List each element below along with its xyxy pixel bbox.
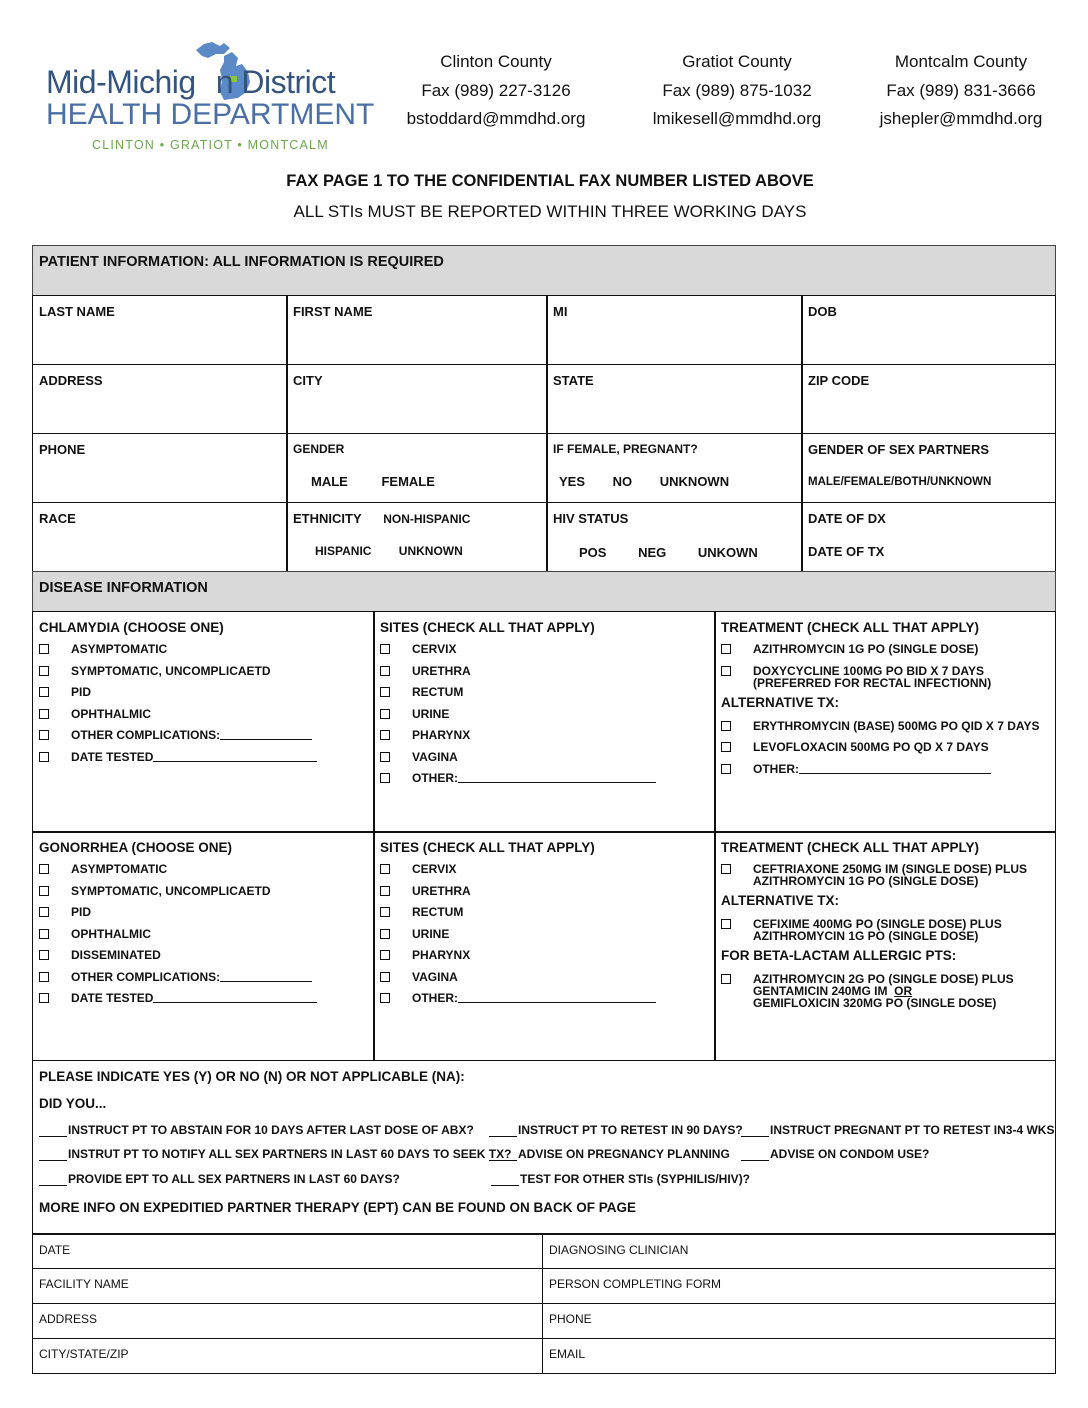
site-option[interactable]: RECTUM [380, 686, 709, 698]
text-blank[interactable] [220, 729, 312, 740]
alternative-tx-title: ALTERNATIVE TX: [721, 893, 839, 908]
gonorrhea-treatment-panel [714, 831, 1056, 1061]
checkbox-icon[interactable] [721, 864, 731, 874]
checkbox-icon[interactable] [721, 644, 731, 654]
zip-field[interactable] [801, 364, 1056, 434]
text-blank[interactable] [799, 763, 991, 774]
date-of-dx-field[interactable]: DATE OF DX [808, 511, 886, 526]
county-gratiot [640, 48, 834, 134]
checkbox-icon[interactable] [39, 752, 49, 762]
mmdhd-logo [46, 42, 380, 158]
site-option[interactable]: URETHRA [380, 885, 709, 897]
checkbox-icon[interactable] [721, 721, 731, 731]
ethnicity-option-unknown[interactable]: UNKNOWN [398, 544, 463, 558]
pregnant-option-no[interactable]: NO [612, 474, 633, 489]
page-subtitle: ALL STIs MUST BE REPORTED WITHIN THREE WORKING DAYS [293, 202, 807, 221]
text-blank[interactable] [458, 772, 656, 783]
chlamydia-sites-panel [373, 611, 716, 833]
text-blank[interactable] [458, 992, 656, 1003]
field-label: LAST NAME [39, 304, 115, 319]
checkbox-icon[interactable] [380, 993, 390, 1003]
ethnicity-option-hispanic[interactable]: HISPANIC [315, 544, 372, 558]
race-field[interactable] [32, 502, 288, 572]
provider-info-table [32, 1234, 1056, 1374]
checkbox-icon[interactable] [39, 929, 49, 939]
diagnosing-clinician-field[interactable]: DIAGNOSING CLINICIAN [549, 1243, 689, 1257]
facility-address-field[interactable]: ADDRESS [33, 1304, 543, 1338]
checkbox-icon[interactable] [721, 742, 731, 752]
did-you-label: DID YOU... [39, 1096, 107, 1111]
site-option[interactable]: CERVIX [380, 863, 709, 875]
patient-section-header: PATIENT INFORMATION: ALL INFORMATION IS REQUIRED [32, 245, 1056, 296]
treatment-option[interactable]: DOXYCYCLINE 100MG PO BID X 7 DAYS (PREFERRED FOR RECTAL INFECTIONN) [721, 665, 1049, 689]
pregnant-field [546, 433, 803, 503]
hiv-status-field [546, 502, 803, 572]
field-label: PHONE [39, 442, 86, 457]
gender-option-male[interactable]: MALE [311, 474, 348, 489]
checkbox-icon[interactable] [380, 752, 390, 762]
checkbox-icon[interactable] [380, 972, 390, 982]
mi-field[interactable] [546, 295, 803, 365]
site-option[interactable]: URINE [380, 928, 709, 940]
disease-section-header: DISEASE INFORMATION [32, 571, 1056, 612]
counseling-section [32, 1060, 1056, 1234]
gender-field [286, 433, 548, 503]
sites-title: SITES (CHECK ALL THAT APPLY) [380, 620, 595, 635]
gonorrhea-option[interactable]: PID [39, 906, 368, 918]
person-completing-form-field[interactable]: PERSON COMPLETING FORM [549, 1277, 722, 1291]
date-of-tx-field[interactable]: DATE OF TX [808, 544, 885, 559]
city-state-zip-field[interactable]: CITY/STATE/ZIP [33, 1339, 543, 1373]
treatment-option[interactable]: ERYTHROMYCIN (BASE) 500MG PO QID X 7 DAYS [721, 720, 1049, 732]
chlamydia-option[interactable]: OPHTHALMIC [39, 708, 368, 720]
question-provide-ept[interactable]: PROVIDE EPT TO ALL SEX PARTNERS IN LAST 60 DAYS? [39, 1172, 400, 1186]
site-option[interactable]: PHARYNX [380, 729, 709, 741]
field-label: RACE [39, 511, 76, 526]
treatment-option[interactable]: AZITHROMYCIN 1G PO (SINGLE DOSE) [721, 643, 1049, 655]
hiv-option-pos[interactable]: POS [579, 545, 607, 560]
field-label: ZIP CODE [808, 373, 870, 388]
checkbox-icon[interactable] [380, 773, 390, 783]
checkbox-icon[interactable] [39, 730, 49, 740]
chlamydia-treatment-panel [714, 611, 1056, 833]
county-name: Gratiot County [682, 52, 792, 71]
field-label: GENDER [293, 442, 345, 456]
sites-title: SITES (CHECK ALL THAT APPLY) [380, 840, 595, 855]
checkbox-icon[interactable] [380, 950, 390, 960]
checkbox-icon[interactable] [380, 730, 390, 740]
address-field[interactable] [32, 364, 288, 434]
pregnant-option-unknown[interactable]: UNKNOWN [659, 474, 730, 489]
dob-field[interactable] [801, 295, 1056, 365]
checkbox-icon[interactable] [39, 950, 49, 960]
table-row [32, 1339, 1056, 1374]
logo-line-1: Mid-Michig n District [46, 64, 336, 100]
treatment-title: TREATMENT (CHECK ALL THAT APPLY) [721, 840, 979, 855]
checkbox-icon[interactable] [39, 709, 49, 719]
text-blank[interactable] [153, 751, 317, 762]
site-option[interactable]: CERVIX [380, 643, 709, 655]
field-label: GENDER OF SEX PARTNERS [808, 442, 990, 457]
last-name-field[interactable] [32, 295, 288, 365]
checkbox-icon[interactable] [380, 907, 390, 917]
question-pregnant-retest[interactable]: INSTRUCT PREGNANT PT TO RETEST IN3-4 WKS [741, 1123, 1054, 1137]
checkbox-icon[interactable] [721, 666, 731, 676]
checkbox-icon[interactable] [39, 993, 49, 1003]
treatment-option[interactable]: LEVOFLOXACIN 500MG PO QD X 7 DAYS [721, 741, 1049, 753]
ethnicity-option-non-hispanic[interactable]: NON-HISPANIC [383, 512, 471, 526]
table-row [32, 1234, 1056, 1269]
sex-partners-options[interactable]: MALE/FEMALE/BOTH/UNKNOWN [808, 476, 992, 488]
gonorrhea-option[interactable]: DATE TESTED [39, 992, 368, 1004]
checkbox-icon[interactable] [380, 644, 390, 654]
field-label: ETHNICITY [293, 511, 362, 526]
county-email[interactable]: jshepler@mmdhd.org [879, 109, 1043, 128]
checkbox-icon[interactable] [380, 666, 390, 676]
checkbox-icon[interactable] [39, 886, 49, 896]
question-condom-use[interactable]: ADVISE ON CONDOM USE? [741, 1147, 929, 1161]
county-montcalm [866, 48, 1056, 134]
chlamydia-option[interactable]: ASYMPTOMATIC [39, 643, 368, 655]
county-fax: Fax (989) 831-3666 [886, 80, 1036, 100]
question-notify-partners[interactable]: INSTRUT PT TO NOTIFY ALL SEX PARTNERS IN LAST 60 DAYS TO SEEK TX? [39, 1147, 511, 1161]
treatment-option[interactable]: OTHER: [721, 763, 1049, 775]
checkbox-icon[interactable] [721, 974, 731, 984]
chlamydia-option[interactable]: PID [39, 686, 368, 698]
field-label: IF FEMALE, PREGNANT? [553, 442, 698, 456]
site-option[interactable]: URETHRA [380, 665, 709, 677]
checkbox-icon[interactable] [721, 919, 731, 929]
logo-line-2: HEALTH DEPARTMENT [46, 98, 375, 131]
treatment-title: TREATMENT (CHECK ALL THAT APPLY) [721, 620, 979, 635]
gonorrhea-option[interactable]: DISSEMINATED [39, 949, 368, 961]
county-clinton [398, 48, 594, 134]
phone-field[interactable] [32, 433, 288, 503]
field-label: DOB [808, 304, 837, 319]
field-label: STATE [553, 373, 594, 388]
gender-option-female[interactable]: FEMALE [381, 474, 435, 489]
county-name: Clinton County [440, 52, 552, 71]
county-email[interactable]: lmikesell@mmdhd.org [652, 109, 822, 128]
facility-phone-field[interactable]: PHONE [549, 1312, 592, 1326]
checkbox-icon[interactable] [380, 886, 390, 896]
checkbox-icon[interactable] [380, 929, 390, 939]
site-option[interactable]: VAGINA [380, 971, 709, 983]
site-option[interactable]: VAGINA [380, 751, 709, 763]
date-field[interactable]: DATE [33, 1235, 543, 1268]
site-option[interactable]: OTHER: [380, 992, 709, 1004]
treatment-option[interactable]: CEFIXIME 400MG PO (SINGLE DOSE) PLUS AZITHROMYCIN 1G PO (SINGLE DOSE) [721, 918, 1049, 942]
question-pregnancy-planning[interactable]: ADVISE ON PREGNANCY PLANNING [489, 1147, 730, 1161]
checkbox-icon[interactable] [380, 687, 390, 697]
question-abstain[interactable]: INSTRUCT PT TO ABSTAIN FOR 10 DAYS AFTER LAST DOSE OF ABX? [39, 1123, 474, 1137]
checkbox-icon[interactable] [721, 764, 731, 774]
site-option[interactable]: URINE [380, 708, 709, 720]
checkbox-icon[interactable] [380, 709, 390, 719]
state-field[interactable] [546, 364, 803, 434]
checkbox-icon[interactable] [39, 644, 49, 654]
gonorrhea-panel [32, 831, 375, 1061]
dates-field [801, 502, 1056, 572]
question-test-other-stis[interactable]: TEST FOR OTHER STIs (SYPHILIS/HIV)? [491, 1172, 750, 1186]
chlamydia-panel [32, 611, 375, 833]
text-blank[interactable] [153, 992, 317, 1003]
table-row [32, 1304, 1056, 1339]
checkbox-icon[interactable] [39, 687, 49, 697]
gonorrhea-option[interactable]: ASYMPTOMATIC [39, 863, 368, 875]
site-option[interactable]: RECTUM [380, 906, 709, 918]
page-title: FAX PAGE 1 TO THE CONFIDENTIAL FAX NUMBER LISTED ABOVE [286, 172, 814, 190]
ept-info-note: MORE INFO ON EXPEDITIED PARTNER THERAPY (EPT) CAN BE FOUND ON BACK OF PAGE [39, 1200, 637, 1215]
chlamydia-option[interactable]: OTHER COMPLICATIONS: [39, 729, 368, 741]
field-label: ADDRESS [39, 373, 103, 388]
site-option[interactable]: PHARYNX [380, 949, 709, 961]
sex-partners-field [801, 433, 1056, 503]
county-fax: Fax (989) 875-1032 [662, 80, 812, 100]
hiv-option-neg[interactable]: NEG [638, 545, 667, 560]
field-label: CITY [293, 373, 323, 388]
logo-line-3: CLINTON • GRATIOT • MONTCALM [92, 138, 329, 152]
email-field[interactable]: EMAIL [549, 1347, 586, 1361]
alternative-tx-title: ALTERNATIVE TX: [721, 694, 839, 710]
beta-lactam-allergic-title: FOR BETA-LACTAM ALLERGIC PTS: [721, 948, 957, 963]
facility-name-field[interactable]: FACILITY NAME [33, 1269, 543, 1303]
gonorrhea-option[interactable]: OPHTHALMIC [39, 928, 368, 940]
field-label: HIV STATUS [553, 511, 629, 526]
ethnicity-field [286, 502, 548, 572]
site-option[interactable]: OTHER: [380, 772, 709, 784]
field-label: FIRST NAME [293, 304, 373, 319]
chlamydia-option[interactable]: DATE TESTED [39, 751, 368, 763]
treatment-option[interactable]: AZITHROMYCIN 2G PO (SINGLE DOSE) PLUS GENTAMICIN 240MG IM OR GEMIFLOXICIN 320MG PO (SINGLE DOSE) [721, 973, 1049, 1009]
gonorrhea-option[interactable]: OTHER COMPLICATIONS: [39, 971, 368, 983]
checkbox-icon[interactable] [39, 907, 49, 917]
city-field[interactable] [286, 364, 548, 434]
gonorrhea-title: GONORRHEA (CHOOSE ONE) [39, 840, 233, 855]
pregnant-option-yes[interactable]: YES [559, 474, 586, 489]
checkbox-icon[interactable] [39, 666, 49, 676]
county-fax: Fax (989) 227-3126 [421, 80, 571, 100]
county-email[interactable]: bstoddard@mmdhd.org [406, 109, 586, 128]
field-label: MI [553, 304, 568, 319]
county-name: Montcalm County [894, 52, 1028, 71]
counseling-title: PLEASE INDICATE YES (Y) OR NO (N) OR NOT APPLICABLE (NA): [39, 1069, 465, 1084]
checkbox-icon[interactable] [39, 972, 49, 982]
question-retest-90[interactable]: INSTRUCT PT TO RETEST IN 90 DAYS? [489, 1123, 743, 1137]
checkbox-icon[interactable] [380, 864, 390, 874]
gonorrhea-sites-panel [373, 831, 716, 1061]
treatment-option[interactable]: CEFTRIAXONE 250MG IM (SINGLE DOSE) PLUS AZITHROMYCIN 1G PO (SINGLE DOSE) [721, 863, 1049, 887]
checkbox-icon[interactable] [39, 864, 49, 874]
hiv-option-unknown[interactable]: UNKOWN [697, 545, 758, 560]
gonorrhea-option[interactable]: SYMPTOMATIC, UNCOMPLICAETD [39, 885, 368, 897]
chlamydia-title: CHLAMYDIA (CHOOSE ONE) [39, 620, 224, 635]
text-blank[interactable] [220, 971, 312, 982]
chlamydia-option[interactable]: SYMPTOMATIC, UNCOMPLICAETD [39, 665, 368, 677]
first-name-field[interactable] [286, 295, 548, 365]
table-row [32, 1269, 1056, 1304]
